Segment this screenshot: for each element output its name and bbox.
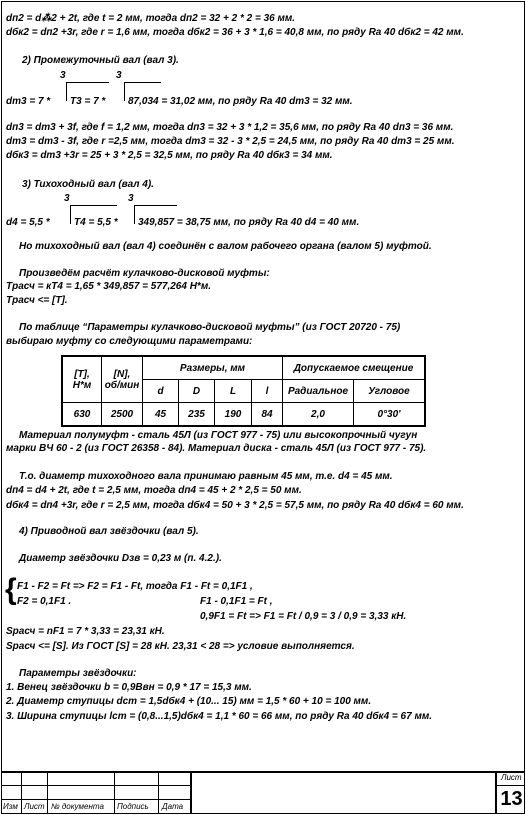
text-line: dбк4 = dп4 +3r, где r = 2,5 мм, тогда dбк4 = 50 + 3 * 2,5 = 57,5 мм, по ряду Ra 40 dбк4 = 60 мм. bbox=[6, 500, 464, 511]
text-line: 3. Ширина ступицы lст = (0,8...1,5)dбк4 = 1,1 * 60 = 66 мм, по ряду Ra 40 dбк4 = 67 мм. bbox=[6, 711, 433, 722]
text-line: Т.о. диаметр тихоходного вала принимаю равным 45 мм, т.е. d4 = 45 мм. bbox=[19, 471, 393, 482]
table-header: d bbox=[143, 380, 179, 403]
text-line: dбк3 = dт3 +3r = 25 + 3 * 2,5 = 32,5 мм, по ряду Ra 40 dбк3 = 34 мм. bbox=[6, 150, 333, 161]
text-line: выбираю муфту со следующими параметрами: bbox=[6, 336, 253, 347]
text-line: T3 = 7 * bbox=[70, 96, 106, 107]
table-cell: 84 bbox=[252, 403, 283, 427]
table-header: Радиальное bbox=[283, 380, 354, 403]
root-index: 3 bbox=[64, 193, 70, 204]
text-line: Tрасч = кT4 = 1,65 * 349,857 = 577,264 H*м. bbox=[6, 281, 211, 292]
title-block bbox=[1, 771, 525, 814]
table-cell: 45 bbox=[143, 403, 179, 427]
text-line: Sрасч = nF1 = 7 * 3,33 = 23,31 кН. bbox=[6, 626, 165, 637]
table-cell: 2500 bbox=[102, 403, 143, 427]
table-header: L bbox=[215, 380, 252, 403]
stamp-label: Дата bbox=[162, 802, 184, 811]
text-line: Произведём расчёт кулачково-дисковой муфты: bbox=[19, 268, 270, 279]
root-index: 3 bbox=[116, 70, 122, 81]
root-index: 3 bbox=[60, 70, 66, 81]
table-header: Допускаемое смещение bbox=[283, 356, 426, 380]
text-line: F2 = 0,1F1 . bbox=[17, 596, 72, 607]
system-brace-icon: { bbox=[5, 573, 17, 606]
table-header: D bbox=[179, 380, 215, 403]
text-line: dт3 = 7 * bbox=[6, 96, 51, 107]
table-cell: 235 bbox=[179, 403, 215, 427]
text-line: 349,857 = 38,75 мм, по ряду Ra 40 d4 = 40 мм. bbox=[138, 217, 360, 228]
text-line: dт3 = dт3 - 3f, где r =2,5 мм, тогда dт3 = 32 - 3 * 2,5 = 24,5 мм, по ряду Ra 40 dт3 = 25 мм. bbox=[6, 136, 455, 147]
text-line: Tрасч <= [T]. bbox=[6, 295, 68, 306]
text-line: Диаметр звёздочки Dзв = 0,23 м (п. 4.2.). bbox=[19, 553, 222, 564]
stamp-label: Лист bbox=[24, 802, 45, 811]
table-header: [T], H*м bbox=[62, 356, 102, 403]
text-line: F1 - 0,1F1 = Ft , bbox=[200, 596, 273, 607]
text-line: F1 - F2 = Ft => F2 = F1 - Ft, тогда F1 - Ft = 0,1F1 , bbox=[17, 581, 253, 592]
table-cell: 190 bbox=[215, 403, 252, 427]
table-row bbox=[62, 403, 425, 427]
text-line: 1. Венец звёздочки b = 0,9Bвн = 0,9 * 17 = 15,3 мм. bbox=[6, 682, 252, 693]
text-line: 87,034 = 31,02 мм, по ряду Ra 40 dт3 = 32 мм. bbox=[128, 96, 353, 107]
table-cell: 2,0 bbox=[283, 403, 354, 427]
section-heading: 4) Приводной вал звёздочки (вал 5). bbox=[19, 526, 199, 537]
stamp-label: Лист bbox=[501, 773, 522, 782]
text-line: dп3 = dт3 + 3f, где f = 1,2 мм, тогда dп3 = 32 + 3 * 1,2 = 35,6 мм, по ряду Ra 40 dп3 = 36 мм. bbox=[6, 122, 454, 133]
text-line: Но тихоходный вал (вал 4) соединён с валом рабочего органа (валом 5) муфтой. bbox=[19, 241, 432, 252]
table-header: Угловое bbox=[354, 380, 426, 403]
text-line: d4 = 5,5 * bbox=[6, 217, 50, 228]
section-heading: Параметры звёздочки: bbox=[19, 668, 137, 679]
stamp-label: № документа bbox=[51, 802, 104, 811]
table-cell: 0°30' bbox=[354, 403, 426, 427]
text-line: dп4 = d4 + 2t, где t = 2,5 мм, тогда dп4 = 45 + 2 * 2,5 = 50 мм. bbox=[6, 485, 302, 496]
coupling-params-table bbox=[61, 355, 426, 427]
text-line: dп2 = d⁂2 + 2t, где t = 2 мм, тогда dп2 = 32 + 2 * 2 = 36 мм. bbox=[6, 13, 296, 24]
root-index: 3 bbox=[128, 193, 134, 204]
table-header: l bbox=[252, 380, 283, 403]
sheet-number: 13 bbox=[500, 788, 523, 810]
table-header: [N], об/мин bbox=[102, 356, 143, 403]
section-heading: 3) Тихоходный вал (вал 4). bbox=[22, 179, 154, 190]
text-line: 2. Диаметр ступицы dст = 1,5dбк4 + (10... 15) мм = 1,5 * 60 + 10 = 100 мм. bbox=[6, 696, 372, 707]
section-heading: 2) Промежуточный вал (вал 3). bbox=[22, 55, 179, 66]
text-line: dбк2 = dп2 +3r, где r = 1,6 мм, тогда dбк2 = 36 + 3 * 1,6 = 40,8 мм, по ряду Ra 40 dбк2 = 42 мм. bbox=[6, 27, 464, 38]
stamp-label: Изм bbox=[3, 802, 18, 811]
text-line: T4 = 5,5 * bbox=[74, 217, 118, 228]
stamp-label: Подпись bbox=[117, 802, 149, 811]
text-line: 0,9F1 = Ft => F1 = Ft / 0,9 = 3 / 0,9 = 3,33 кН. bbox=[200, 611, 407, 622]
table-cell: 630 bbox=[62, 403, 102, 427]
text-line: Sрасч <= [S]. Из ГОСТ [S] = 28 кН. 23,31 < 28 => условие выполняется. bbox=[6, 641, 355, 652]
table-header: Размеры, мм bbox=[143, 356, 283, 380]
text-line: По таблице “Параметры кулачково-дисковой муфты” (из ГОСТ 20720 - 75) bbox=[19, 322, 401, 333]
text-line: марки ВЧ 60 - 2 (из ГОСТ 26358 - 84). Материал диска - сталь 45Л (из ГОСТ 977 - 75). bbox=[6, 443, 427, 454]
text-line: Материал полумуфт - сталь 45Л (из ГОСТ 977 - 75) или высокопрочный чугун bbox=[19, 430, 418, 441]
